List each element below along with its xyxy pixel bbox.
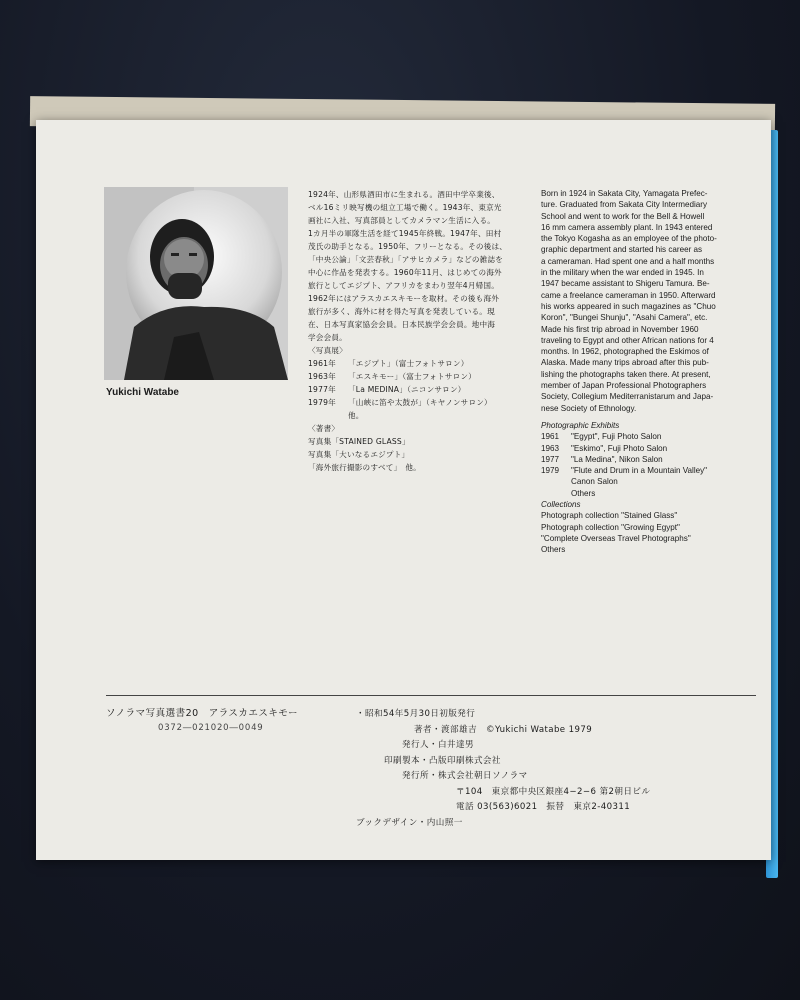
exhibit-title: 「エスキモー」（富士フォトサロン） [348,372,477,381]
book-code: 0372―021020―0049 [158,723,264,733]
bio-line: 茂氏の助手となる。1950年、フリーとなる。その後は、 [308,242,508,251]
exhibit-title: "Eskimo", Fuji Photo Salon [571,443,668,453]
bio-line: School and went to work for the Bell & Howell [541,211,705,221]
exhibits-tail: 他。 [348,411,364,420]
collection-item: Photograph collection "Stained Glass" [541,511,678,521]
bio-line: member of Japan Professional Photographers [541,381,707,391]
bio-line: ベル16ミリ映写機の組立工場で働く。1943年、東京光 [308,203,502,212]
exhibit-row [541,443,767,454]
exhibit-year: 1963年 [308,372,336,381]
colophon-line: ブックデザイン・内山照一 [356,817,463,828]
work-item: 写真集「STAINED GLASS」 [308,437,410,446]
exhibit-title: "La Medina", Nikon Salon [571,454,663,464]
exhibit-row [308,357,540,370]
exhibit-year: 1979 [541,466,560,476]
series-title: ソノラマ写真選書20 アラスカエスキモー [106,708,299,719]
exhibit-title: "Egypt", Fuji Photo Salon [571,432,662,442]
exhibit-continuation: Canon Salon [571,477,618,487]
exhibit-row [541,465,767,476]
collections-heading: Collections [541,500,581,510]
bio-line: a cameraman. Had spent one and a half months [541,256,715,266]
exhibit-row [541,454,767,465]
bio-line: in the military when the war ended in 1945. In [541,268,704,278]
bio-line: 在、日本写真家協会会員。日本民族学会会員。地中海 [308,320,496,329]
bio-line: Koron", "Bungei Shunju", "Asahi Camera", etc. [541,313,708,323]
exhibit-year: 1963 [541,443,560,453]
exhibit-row [308,409,540,422]
colophon [356,707,650,831]
exhibit-title: 「エジプト」（富士フォトサロン） [348,359,469,368]
bio-line: 中心に作品を発表する。1960年11月、はじめての海外 [308,268,502,277]
portrait-photo [104,187,288,380]
bio-line: ture. Graduated from Sakata City Intermediary [541,200,707,210]
exhibit-year: 1977 [541,454,560,464]
bio-line: 1924年、山形県酒田市に生まれる。酒田中学卒業後、 [308,190,500,199]
colophon-line: 印刷製本・凸版印刷株式会社 [384,755,501,766]
photo-caption: Yukichi Watabe [106,387,179,398]
bio-line: 1カ月半の軍隊生活を経て1945年終戦。1947年、田村 [308,229,502,238]
exhibit-title: 「山峡に笛や太鼓が」（キヤノンサロン） [348,398,492,407]
exhibit-title: 「La MEDINA」（ニコンサロン） [348,385,466,394]
english-biography [541,188,767,556]
bio-line: 1947 became assistant to Shigeru Tamura. Be- [541,279,710,289]
bio-line: Society, Collegium Mediterranistarum and Japa- [541,392,714,402]
bio-line: 画社に入社、写真部員としてカメラマン生活に入る。 [308,216,496,225]
portrait-illustration [104,187,288,380]
bio-line: 旅行が多く、海外に材を得た写真を発表している。現 [308,307,495,316]
bio-line: traveling to Egypt and other African nations for 4 [541,335,714,345]
bio-line: 旅行としてエジプト、アフリカをまわり翌年4月帰国。 [308,281,500,290]
colophon-line: 著者・渡部雄吉 ©Yukichi Watabe 1979 [414,724,593,735]
bio-line: his works appeared in such magazines as "Chuo [541,301,716,311]
colophon-line: 発行所・株式会社朝日ソノラマ [402,771,528,781]
exhibit-title: "Flute and Drum in a Mountain Valley" [571,466,708,476]
bio-line: graphic department and started his career as [541,245,703,255]
exhibits-heading: Photographic Exhibits [541,420,620,430]
exhibit-row [308,396,540,409]
colophon-line: 〒104 東京都中央区銀座4−2−6 第2朝日ビル [456,786,651,797]
exhibit-row [308,383,540,396]
colophon-line: 電話 03(563)6021 振替 東京2-40311 [456,802,631,812]
bio-line: Made his first trip abroad in November 1960 [541,324,699,334]
exhibit-row [308,370,540,383]
collection-item: "Complete Overseas Travel Photographs" [541,533,691,543]
bio-line: months. In 1962, photographed the Eskimos of [541,347,709,357]
bio-line: 学会会員。 [308,333,347,342]
exhibit-continuation: Others [571,488,596,498]
collection-item: Others [541,545,566,555]
work-item: 写真集「大いなるエジプト」 [308,450,410,459]
bio-line: Alaska. Made many trips abroad after this pub- [541,358,709,368]
bio-line: the Tokyo Kogasha as an employee of the photo- [541,234,717,244]
bio-line: 1962年にはアラスカエスキモーを取材。その後も海外 [308,294,500,303]
colophon-line: 発行人・白井達男 [402,740,474,750]
collection-item: Photograph collection "Growing Egypt" [541,522,680,532]
exhibits-heading: 〈写真展〉 [308,346,347,355]
works-heading: 〈著書〉 [308,424,340,433]
bio-line: came a freelance cameraman in 1950. Afterward [541,290,716,300]
bio-line: nese Society of Ethnology. [541,403,637,413]
divider-rule [106,695,756,696]
bio-line: lishing the photographs taken there. At present, [541,369,711,379]
bio-line: 16 mm camera assembly plant. In 1943 entered [541,222,713,232]
exhibit-year: 1977年 [308,385,336,394]
exhibit-row [541,431,767,442]
bio-line: Born in 1924 in Sakata City, Yamagata Prefec- [541,189,708,198]
bio-line: 「中央公論」「文芸春秋」「アサヒカメラ」などの雑誌を [308,255,504,264]
work-item: 「海外旅行撮影のすべて」 他。 [308,463,421,472]
exhibit-year: 1961 [541,432,560,442]
japanese-biography [308,188,540,474]
colophon-line: ・昭和54年5月30日初版発行 [356,709,476,719]
exhibit-year: 1961年 [308,359,336,368]
exhibit-year: 1979年 [308,398,336,407]
book-page [36,120,771,860]
